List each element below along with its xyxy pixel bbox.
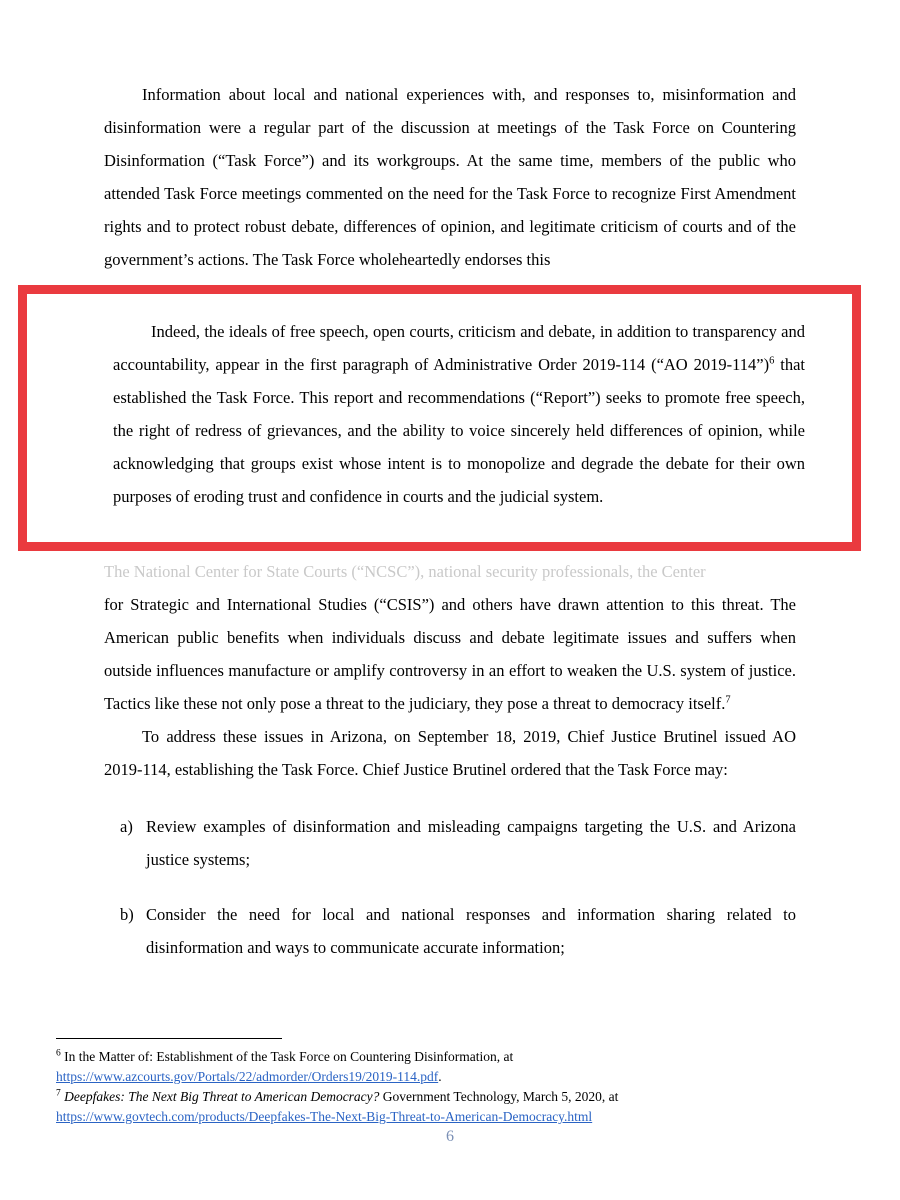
paragraph-4: To address these issues in Arizona, on September 18, 2019, Chief Justice Brutinel issued AO 2019-114, establishing the Task Force. Chief Justice Brutinel ordered that the Task Force may:: [104, 727, 796, 779]
paragraph-3: [104, 588, 796, 720]
red-highlight-annotation: [18, 285, 861, 551]
footnote-6-text: In the Matter of: Establishment of the Task Force on Countering Disinformation, at: [64, 1049, 514, 1064]
paragraph-2-part-a: Indeed, the ideals of free speech, open courts, criticism and debate, in addition to transparency and accountability, appear in the first paragraph of Administrative Order 2019-114 (“AO 2019-114”): [113, 322, 805, 374]
highlighted-paragraph: [113, 315, 805, 513]
list-item-text: Review examples of disinformation and misleading campaigns targeting the U.S. and Arizona justice systems;: [146, 817, 796, 869]
list-item-marker: b): [120, 905, 134, 924]
list-item-text: Consider the need for local and national responses and information sharing related to disinformation and ways to communicate accurate information;: [146, 905, 796, 957]
footnote-6: [56, 1047, 796, 1087]
footnote-separator: [56, 1038, 282, 1039]
ordered-list: [104, 810, 796, 964]
footnote-7-text: Government Technology, March 5, 2020, at: [379, 1089, 619, 1104]
footnote-6-link[interactable]: https://www.azcourts.gov/Portals/22/admorder/Orders19/2019-114.pdf: [56, 1069, 439, 1084]
footnotes: [56, 1038, 796, 1127]
footnote-ref-6: 6: [769, 355, 775, 367]
paragraph-3-text: for Strategic and International Studies (“CSIS”) and others have drawn attention to this threat. The American public benefits when individuals discuss and debate legitimate issues and suffers when outside influences manufacture or amplify controversy in an effort to weaken the U.S. system of justice. Tactics like these not only pose a threat to the judiciary, they pose a threat to democracy itself.: [104, 595, 796, 713]
paragraph-2: [113, 315, 805, 513]
list-item: [104, 810, 796, 876]
list-item: [104, 898, 796, 964]
paragraph-1: Information about local and national experiences with, and responses to, misinformation and disinformation were a regular part of the discussion at meetings of the Task Force on Countering Disinformation (“Task Force”) and its workgroups. At the same time, members of the public who attended Task Force meetings commented on the need for the Task Force to recognize First Amendment rights and to protect robust debate, differences of opinion, and legitimate criticism of courts and of the government’s actions. The Task Force wholeheartedly endorses this: [104, 85, 796, 269]
page-number: 6: [446, 1128, 454, 1145]
footnote-ref-7: 7: [725, 694, 731, 706]
footnote-7: [56, 1087, 796, 1127]
footnote-7-title: Deepfakes: The Next Big Threat to American Democracy?: [64, 1089, 380, 1104]
footnote-7-number: 7: [56, 1088, 61, 1099]
footnote-6-tail: .: [438, 1069, 442, 1084]
footnote-7-link[interactable]: https://www.govtech.com/products/Deepfakes-The-Next-Big-Threat-to-American-Democracy.html: [56, 1109, 593, 1124]
list-spacer: [104, 786, 796, 810]
list-item-marker: a): [120, 817, 133, 836]
paragraph-3-obscured-first-line: The National Center for State Courts (“NCSC”), national security professionals, the Center: [104, 562, 706, 581]
paragraph-2-part-b: that established the Task Force. This report and recommendations (“Report”) seeks to promote free speech, the right of redress of grievances, and the ability to voice sincerely held differences of opinion, while acknowledging that groups exist whose intent is to monopolize and degrade the debate for their own purposes of eroding trust and confidence in courts and the judicial system.: [113, 355, 805, 506]
footnote-6-number: 6: [56, 1048, 61, 1059]
